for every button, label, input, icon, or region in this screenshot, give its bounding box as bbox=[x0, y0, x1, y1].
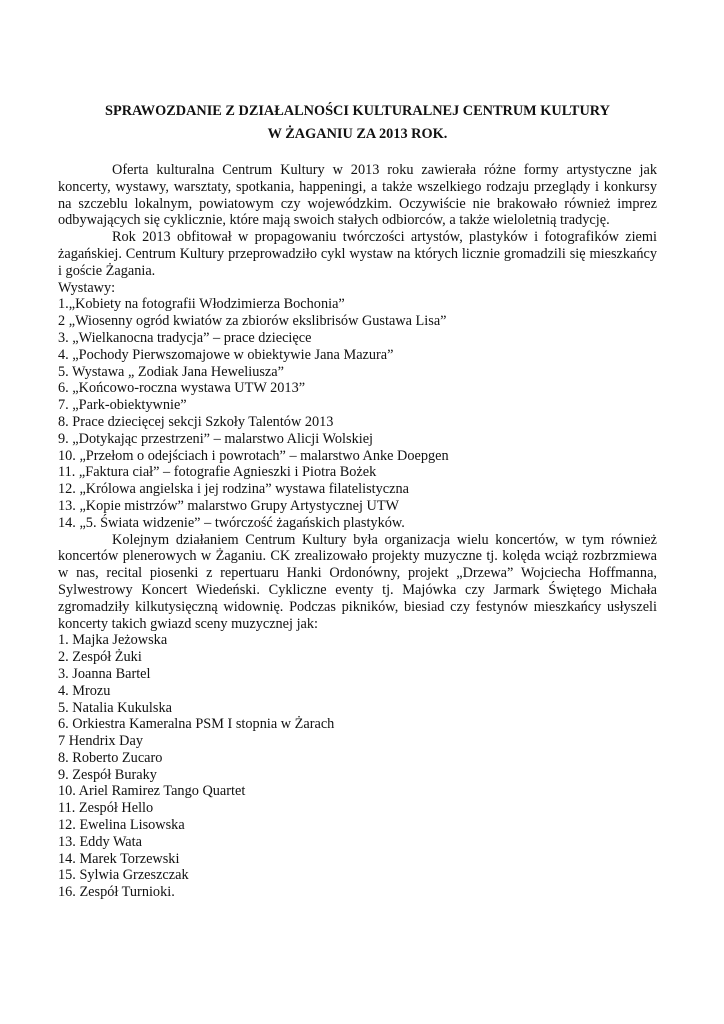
list-item: 6. Orkiestra Kameralna PSM I stopnia w Żarach bbox=[58, 716, 335, 733]
list-item: 1.„Kobiety na fotografii Włodzimierza Bochonia” bbox=[58, 296, 345, 313]
list-item: 11. Zespół Hello bbox=[58, 800, 154, 817]
list-item: 15. Sylwia Grzeszczak bbox=[58, 867, 189, 884]
list-item: 3. Joanna Bartel bbox=[58, 665, 151, 682]
list-item: 9. Zespół Buraky bbox=[58, 766, 157, 783]
list-item: 5. Natalia Kukulska bbox=[58, 699, 172, 716]
list-item: 13. „Kopie mistrzów” malarstwo Grupy Artystycznej UTW bbox=[58, 497, 400, 514]
list-item: 16. Zespół Turnioki. bbox=[58, 884, 175, 901]
exhibitions-list bbox=[58, 296, 657, 531]
document-title-line-1: SPRAWOZDANIE Z DZIAŁALNOŚCI KULTURALNEJ CENTRUM KULTURY bbox=[105, 103, 610, 119]
artists-list bbox=[58, 632, 657, 901]
paragraph-offer: Oferta kulturalna Centrum Kultury w 2013 roku zawierała różne formy artystyczne jak koncerty, wystawy, warsztaty, spotkania, happeningi, a także wszelkiego rodzaju przeglądy i konkursy na szczeblu lokalnym, powiatowym czy wojewódzkim. Oczywiście nie brakowało również imprez odbywających się cyklicznie, które mają swoich stałych odbiorców, a także wieloletnią tradycję. bbox=[58, 162, 657, 229]
list-item: 4. „Pochody Pierwszomajowe w obiektywie Jana Mazura” bbox=[58, 346, 394, 363]
list-item: 14. Marek Torzewski bbox=[58, 850, 180, 867]
document-page bbox=[58, 100, 657, 901]
list-item: 2 „Wiosenny ogród kwiatów za zbiorów ekslibrisów Gustawa Lisa” bbox=[58, 313, 447, 330]
list-item: 4. Mrozu bbox=[58, 682, 111, 699]
exhibitions-heading: Wystawy: bbox=[58, 279, 116, 296]
list-item: 5. Wystawa „ Zodiak Jana Heweliusza” bbox=[58, 363, 284, 380]
list-item: 9. „Dotykając przestrzeni” – malarstwo Alicji Wolskiej bbox=[58, 430, 374, 447]
list-item: 14. „5. Świata widzenie” – twórczość żagańskich plastyków. bbox=[58, 514, 405, 531]
list-item: 13. Eddy Wata bbox=[58, 833, 142, 850]
list-item: 1. Majka Jeżowska bbox=[58, 632, 168, 649]
list-item: 8. Prace dziecięcej sekcji Szkoły Talentów 2013 bbox=[58, 413, 334, 430]
paragraph-concerts: Kolejnym działaniem Centrum Kultury była organizacja wielu koncertów, w tym również koncertów plenerowych w Żaganiu. CK zrealizowało projekty muzyczne tj. kolęda wciąż rozbrzmiewa w nas, recital piosenki z repertuaru Hanki Ordonówny, projekt „Drzewa” Wojciecha Hoffmanna, Sylwestrowy Koncert Wiedeński. Cykliczne eventy tj. Majówka czy Jarmark Świętego Michała zgromadziły kilkutysięczną widownię. Podczas pikników, biesiad czy festynów mieszkańcy usłyszeli koncerty takich gwiazd sceny muzycznej jak: bbox=[58, 531, 657, 632]
list-item: 7. „Park-obiektywnie” bbox=[58, 397, 187, 414]
document-title-line-2: W ŻAGANIU ZA 2013 ROK. bbox=[267, 126, 448, 142]
list-item: 10. „Przełom o odejściach i powrotach” – malarstwo Anke Doepgen bbox=[58, 447, 449, 464]
list-item: 7 Hendrix Day bbox=[58, 733, 143, 750]
list-item: 12. Ewelina Lisowska bbox=[58, 817, 185, 834]
paragraph-exhibitions-intro: Rok 2013 obfitował w propagowaniu twórczości artystów, plastyków i fotografików ziemi żagańskiej. Centrum Kultury przeprowadziło cykl wystaw na których licznie gromadzili się mieszkańcy i goście Żagania. bbox=[58, 229, 657, 279]
list-item: 10. Ariel Ramirez Tango Quartet bbox=[58, 783, 246, 800]
list-item: 11. „Faktura ciał” – fotografie Agnieszki i Piotra Bożek bbox=[58, 464, 377, 481]
list-item: 2. Zespół Żuki bbox=[58, 649, 142, 666]
list-item: 12. „Królowa angielska i jej rodzina” wystawa filatelistyczna bbox=[58, 481, 409, 498]
list-item: 6. „Końcowo-roczna wystawa UTW 2013” bbox=[58, 380, 306, 397]
list-item: 8. Roberto Zucaro bbox=[58, 749, 163, 766]
list-item: 3. „Wielkanocna tradycja” – prace dziecięce bbox=[58, 329, 312, 346]
